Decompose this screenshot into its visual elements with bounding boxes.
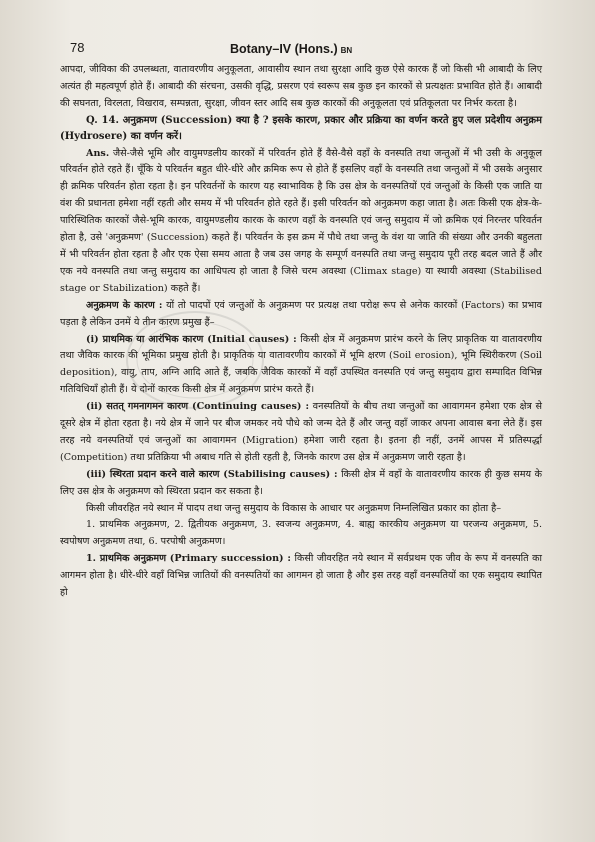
primary-succession-text: किसी जीवरहित नये स्थान में सर्वप्रथम एक जीव के रूप में वनस्पति का आगमन होता है। धीरे-धीरे वहाँ विभिन्न जातियों की वनस्पतियों का आगमन हो जाता है और इस तरह वहाँ वनस्पतियों का एक समुदाय स्थापित हो xyxy=(60,553,542,599)
primary-succession-label: 1. प्राथमिक अनुक्रमण (Primary succession) : xyxy=(86,553,291,565)
cause-stabilising-text: किसी क्षेत्र में वहाँ के वातावरणीय कारक ही कुछ समय के लिए उस क्षेत्र के अनुक्रमण को स्थिरता प्रदान कर सकता है। xyxy=(60,468,542,497)
causes-paragraph xyxy=(60,298,542,332)
cause-continuing-text: वनस्पतियों के बीच तथा जन्तुओं का आवागमन हमेशा एक क्षेत्र से दूसरे क्षेत्र में होता रहता है। नये क्षेत्र में जाने पर बीज जमकर नये पौधे को जन्म देते हैं और जन्तु वहाँ जाकर अपना आवास बना लेते हैं। इस तरह नये वनस्पतियों एवं जन्तुओं का आवागमन (Migration) हमेशा जारी रहता है। इतना ही नहीं, उनमें आपस में प्रतिस्पर्द्धा (Competition) तथा प्रतिक्रिया भी अबाध गति से होती रहती है, जिनके कारण उस क्षेत्र में अनुक्रमण जारी रहता है। xyxy=(60,401,542,463)
answer-label: Ans. xyxy=(86,147,110,159)
book-code: BN xyxy=(340,46,353,55)
running-title xyxy=(230,42,352,56)
book-title: Botany–IV (Hons.) xyxy=(230,42,338,56)
intro-paragraph: आपदा, जीविका की उपलब्धता, वातावरणीय अनुकूलता, आवासीय स्थान तथा सुरक्षा आदि कुछ ऐसे कारक हैं जो किसी भी आबादी के लिए अत्यंत ही महत्वपूर्ण होते हैं। आबादी की संरचना, उसकी वृद्धि, प्रसरण एवं स्वरूप सब कुछ इन कारकों से प्रत्यक्षतः प्रभावित होते हैं। आबादी की सघनता, विरलता, विखराव, सम्पन्नता, सुरक्षा, जीवन स्तर आदि सब कुछ कारकों की अनुकूलता एवं प्रतिकूलता पर निर्भर करता है। xyxy=(60,64,542,109)
answer-paragraph xyxy=(60,146,542,298)
question-heading: Q. 14. अनुक्रमण (Succession) क्या है ? इसके कारण, प्रकार और प्रक्रिया का वर्णन करते हुए जल प्रदेशीय अनुक्रम (Hydrosere) का वर्णन करें। xyxy=(60,114,542,143)
primary-succession xyxy=(60,551,542,602)
cause-stabilising xyxy=(60,467,542,501)
types-intro: किसी जीवरहित नये स्थान में पादप तथा जन्तु समुदाय के विकास के आधार पर अनुक्रमण निम्नलिखित प्रकार का होता है– xyxy=(86,502,501,514)
page-body xyxy=(60,62,542,602)
cause-continuing xyxy=(60,399,542,467)
types-list: 1. प्राथमिक अनुक्रमण, 2. द्वितीयक अनुक्रमण, 3. स्वजन्य अनुक्रमण, 4. बाह्य कारकीय अनुक्रमण या परजन्य अनुक्रमण, 5. स्वपोषण अनुक्रमण तथा, 6. परपोषी अनुक्रमण। xyxy=(60,519,542,548)
cause-initial-text: किसी क्षेत्र में अनुक्रमण प्रारंभ करने के लिए प्राकृतिक या वातावरणीय तथा जैविक कारक की भूमिका प्रमुख होती है। प्राकृतिक या वातावरणीय कारकों में भूमि क्षरण (Soil erosion), भूमि स्थिरीकरण (Soil deposition), वायु, ताप, अग्नि आदि आते हैं, जबकि जैविक कारकों में वहाँ उपस्थित वनस्पति एवं जन्तु समुदाय द्वारा सम्पादित विभिन्न गतिविधियाँ होती हैं। ये दोनों कारक किसी क्षेत्र में अनुक्रमण प्रारंभ करते हैं। xyxy=(60,333,542,396)
answer-text: जैसे-जैसे भूमि और वायुमण्डलीय कारकों में परिवर्तन होते हैं वैसे-वैसे वहाँ के वनस्पति तथा जन्तुओं में भी उसी के अनुकूल परिवर्तन होते रहते हैं। चूँकि ये परिवर्तन बहुत धीरे-धीरे और क्रमिक रूप से होते हैं इसलिए वहाँ के वनस्पति तथा जन्तुओं में भी उसके अनुसार ही क्रमिक परिवर्तन होता रहता है। इन परिवर्तनों के कारण यह स्वाभाविक है कि उस क्षेत्र के वनस्पतियों एवं जन्तुओं के किसी एक जाति या वंश की प्रधानता हमेशा नहीं रहती और समय में भी परिवर्तन होते रहते हैं। इसी परिवर्तन को अनुक्रमण कहा जाता है। अतः किसी एक क्षेत्र-के-पारिस्थितिक कारकों जैसे-भूमि कारक, वायुमण्डलीय कारक के कारण वहाँ के वनस्पति एवं जन्तु समुदाय में जो क्रमिक एवं निरन्तर परिवर्तन होता है, उसे 'अनुक्रमण' (Succession) कहते हैं। परिवर्तन के इस क्रम में पौधे तथा जन्तु के वंश या जाति की संख्या और उनकी बहुलता में भी परिवर्तन होता रहता है और एक ऐसा समय आता है जब उस जगह के सम्पूर्ण वनस्पति तथा जन्तु समुदाय पूरी तरह बदल जाते हैं और एक नये वनस्पति तथा जन्तु समुदाय का आधिपत्य हो जाता है जिसे चरम अवस्था (Climax stage) या स्थायी अवस्था (Stabilised stage or Stabilization) कहते हैं। xyxy=(60,147,542,294)
page-number: 78 xyxy=(70,40,85,55)
causes-text: यों तो पादपों एवं जन्तुओं के अनुक्रमण पर प्रत्यक्ष तथा परोक्ष रूप से अनेक कारकों (Factors) का प्रभाव पड़ता है लेकिन उनमें ये तीन कारण प्रमुख हैं– xyxy=(60,299,542,328)
cause-continuing-label: (ii) सतत् गमनागमन कारण (Continuing causes) : xyxy=(86,401,310,413)
page-header xyxy=(70,34,540,56)
cause-initial-label: (i) प्राथमिक या आरंभिक कारण (Initial causes) : xyxy=(86,333,297,345)
cause-initial xyxy=(60,332,542,400)
causes-heading: अनुक्रमण के कारण : xyxy=(86,299,163,311)
cause-stabilising-label: (iii) स्थिरता प्रदान करने वाले कारण (Stabilising causes) : xyxy=(86,468,338,480)
